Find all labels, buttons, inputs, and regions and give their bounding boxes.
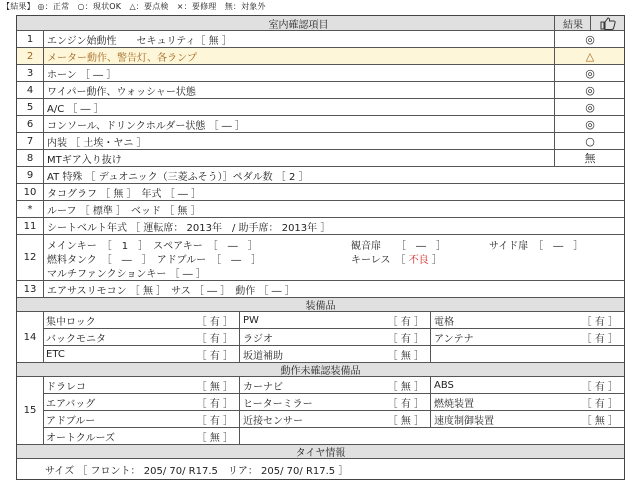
cell-value: ［ 無 ］ xyxy=(581,415,618,427)
equipment-cell xyxy=(240,329,431,346)
check-row xyxy=(17,150,624,167)
cell-label: アンテナ xyxy=(434,333,474,345)
cell-label: アドブルー xyxy=(46,415,96,427)
check-result: ◎ xyxy=(554,65,625,81)
equipment-cell xyxy=(43,312,240,329)
check-result: 無 xyxy=(554,150,625,166)
tire-size: サイズ ［ フロント： 205/ 70/ R17.5 リア： 205/ 70/ R17.5 ］ xyxy=(45,466,349,477)
air-suspension-row xyxy=(17,281,624,298)
cell-value: ［ 有 ］ xyxy=(581,316,618,328)
result-legend: 【結果】 ◎：正常 ○：現状OK △：要点検 ×：要修理 無：対象外 xyxy=(2,2,266,11)
check-item: コンソール、ドリンクホルダー状態 ［ ― ］ xyxy=(47,120,245,132)
cell-label: 近接センサー xyxy=(243,415,303,427)
tire-section-header: タイヤ情報 xyxy=(17,445,624,459)
cell-value: ［ 有 ］ xyxy=(387,316,424,328)
unchecked-cell xyxy=(43,394,240,411)
cell-value: ［ 無 ］ xyxy=(196,433,233,444)
row-number: 10 xyxy=(17,184,44,200)
check-item: エンジン始動性 セキュリティ［ 無 ］ xyxy=(47,35,232,47)
unchecked-cell xyxy=(240,377,431,394)
cell-value: ［ 有 ］ xyxy=(581,333,618,345)
unchecked-equipment-section-header: 動作未確認装備品 xyxy=(17,363,624,377)
cell-label: 電格 xyxy=(434,316,454,328)
row-number: 13 xyxy=(17,281,44,297)
row-number: 6 xyxy=(17,116,44,132)
result-column-header: 結果 xyxy=(554,16,591,30)
row-number: 1 xyxy=(17,31,44,47)
cell-label: ヒーターミラー xyxy=(243,398,313,410)
check-row xyxy=(17,184,624,201)
row-number: 8 xyxy=(17,150,44,166)
row-number: 9 xyxy=(17,167,44,183)
keyless-label: キーレス ［ xyxy=(351,255,406,266)
cell-label: オートクルーズ xyxy=(46,433,115,444)
cell-value: ［ 有 ］ xyxy=(387,398,424,410)
cell-value: ［ 無 ］ xyxy=(387,351,424,362)
cell-label: 速度制御装置 xyxy=(434,415,494,427)
check-row xyxy=(17,218,624,235)
hand-thumbs-up-icon xyxy=(590,16,625,30)
check-item: ホーン ［ ― ］ xyxy=(47,69,117,81)
check-item: 内装 ［ 土埃・ヤニ ］ xyxy=(47,137,147,149)
cell-value: ［ 有 ］ xyxy=(387,333,424,345)
cell-value: ［ 有 ］ xyxy=(196,351,233,362)
unchecked-cell xyxy=(43,377,240,394)
check-item: A/C ［ ― ］ xyxy=(47,103,104,115)
row-number: 11 xyxy=(17,218,44,234)
check-row xyxy=(17,99,624,116)
interior-check-title: 室内確認項目 xyxy=(268,19,329,31)
check-item: MTギア入り抜け xyxy=(47,154,122,166)
cell-label: PW xyxy=(243,314,259,326)
equipment-cell xyxy=(43,329,240,346)
row-number: 12 xyxy=(17,235,44,280)
check-row xyxy=(17,31,624,48)
check-item: シートベルト年式 ［ 運転席： 2013年 / 助手席： 2013年 ］ xyxy=(47,222,331,234)
row-number: 5 xyxy=(17,99,44,115)
cell-value: ［ 有 ］ xyxy=(196,316,233,328)
cell-label: ABS xyxy=(434,379,454,391)
cell-label: ドラレコ xyxy=(46,381,86,393)
unchecked-cell xyxy=(240,411,431,428)
unchecked-cell xyxy=(240,394,431,411)
check-row xyxy=(17,167,624,184)
check-result: ◎ xyxy=(554,82,625,98)
cell-label: カーナビ xyxy=(243,381,283,393)
keyless-status xyxy=(351,251,442,266)
keyless-defect: 不良 xyxy=(408,255,429,266)
interior-check-header xyxy=(17,16,624,31)
unchecked-cell xyxy=(431,377,624,394)
unchecked-cell xyxy=(431,411,624,428)
check-row xyxy=(17,116,624,133)
fuel-adblue-status: 燃料タンク ［ ― ］ アドブルー ［ ― ］ xyxy=(47,255,262,266)
cell-label: エアバッグ xyxy=(46,398,96,410)
cell-value: ［ 有 ］ xyxy=(581,381,618,393)
cell-value: ［ 無 ］ xyxy=(387,381,424,393)
row-number: 4 xyxy=(17,82,44,98)
cell-value: ［ 有 ］ xyxy=(581,398,618,410)
cell-value: ［ 有 ］ xyxy=(196,415,233,427)
equipment-cell xyxy=(240,346,431,363)
keys-line-1 xyxy=(47,237,258,252)
keys-row xyxy=(17,235,624,281)
air-suspension-item: エアサスリモコン ［ 無 ］ サス ［ ― ］ 動作 ［ ― ］ xyxy=(47,285,295,297)
unchecked-cell xyxy=(431,394,624,411)
main-spare-key: メインキー ［ 1 ］ スペアキー ［ ― ］ xyxy=(47,241,258,252)
equipment-section-header: 装備品 xyxy=(17,298,624,312)
row-number: 14 xyxy=(17,312,44,362)
check-item: タコグラフ ［ 無 ］ 年式 ［ ― ］ xyxy=(47,188,202,200)
check-item: ルーフ ［ 標準 ］ ベッド ［ 無 ］ xyxy=(47,205,201,217)
equipment-grid xyxy=(17,312,624,363)
cell-value: ［ 有 ］ xyxy=(196,398,233,410)
row-number: 15 xyxy=(17,377,44,444)
row-number: 3 xyxy=(17,65,44,81)
check-row xyxy=(17,82,624,99)
check-row-highlighted xyxy=(17,48,624,65)
check-item: メーター動作、警告灯、各ランプ xyxy=(47,52,197,64)
row-number: 2 xyxy=(17,48,44,64)
check-result: ◎ xyxy=(554,116,625,132)
inspection-sheet xyxy=(16,15,625,480)
check-row xyxy=(17,65,624,82)
keyless-bracket: ］ xyxy=(431,255,442,266)
cell-value: ［ 無 ］ xyxy=(196,381,233,393)
check-result: ○ xyxy=(554,133,625,149)
unchecked-equipment-grid xyxy=(17,377,624,445)
check-row xyxy=(17,133,624,150)
check-item: ワイパー動作、ウォッシャー状態 xyxy=(47,86,196,98)
equipment-cell xyxy=(240,312,431,329)
cell-value: ［ 無 ］ xyxy=(387,415,424,427)
equipment-cell xyxy=(431,312,624,329)
cell-label: 集中ロック xyxy=(46,316,96,328)
row-number: 7 xyxy=(17,133,44,149)
cell-label: 坂道補助 xyxy=(243,351,283,362)
cell-label: ETC xyxy=(46,349,65,360)
rear-door-status: 観音扉 ［ ― ］ xyxy=(351,241,446,252)
check-result: ◎ xyxy=(554,99,625,115)
cell-value: ［ 有 ］ xyxy=(196,333,233,345)
cell-label: ラジオ xyxy=(243,333,273,345)
check-result: △ xyxy=(554,48,625,64)
cell-label: バックモニタ xyxy=(46,333,106,345)
cell-label: 燃焼装置 xyxy=(434,398,474,410)
equipment-cell xyxy=(431,329,624,346)
unchecked-cell xyxy=(43,411,240,428)
multifunction-key: マルチファンクションキー ［ ― ］ xyxy=(47,269,206,280)
check-item: AT 特殊 ［ デュオニック（三菱ふそう）］ペダル数 ［ 2 ］ xyxy=(47,171,309,183)
row-number: * xyxy=(17,201,44,217)
equipment-cell xyxy=(43,346,240,363)
side-door-status: サイド扉 ［ ― ］ xyxy=(489,241,584,252)
check-row xyxy=(17,201,624,218)
unchecked-cell xyxy=(43,428,240,445)
check-result: ◎ xyxy=(554,31,625,47)
